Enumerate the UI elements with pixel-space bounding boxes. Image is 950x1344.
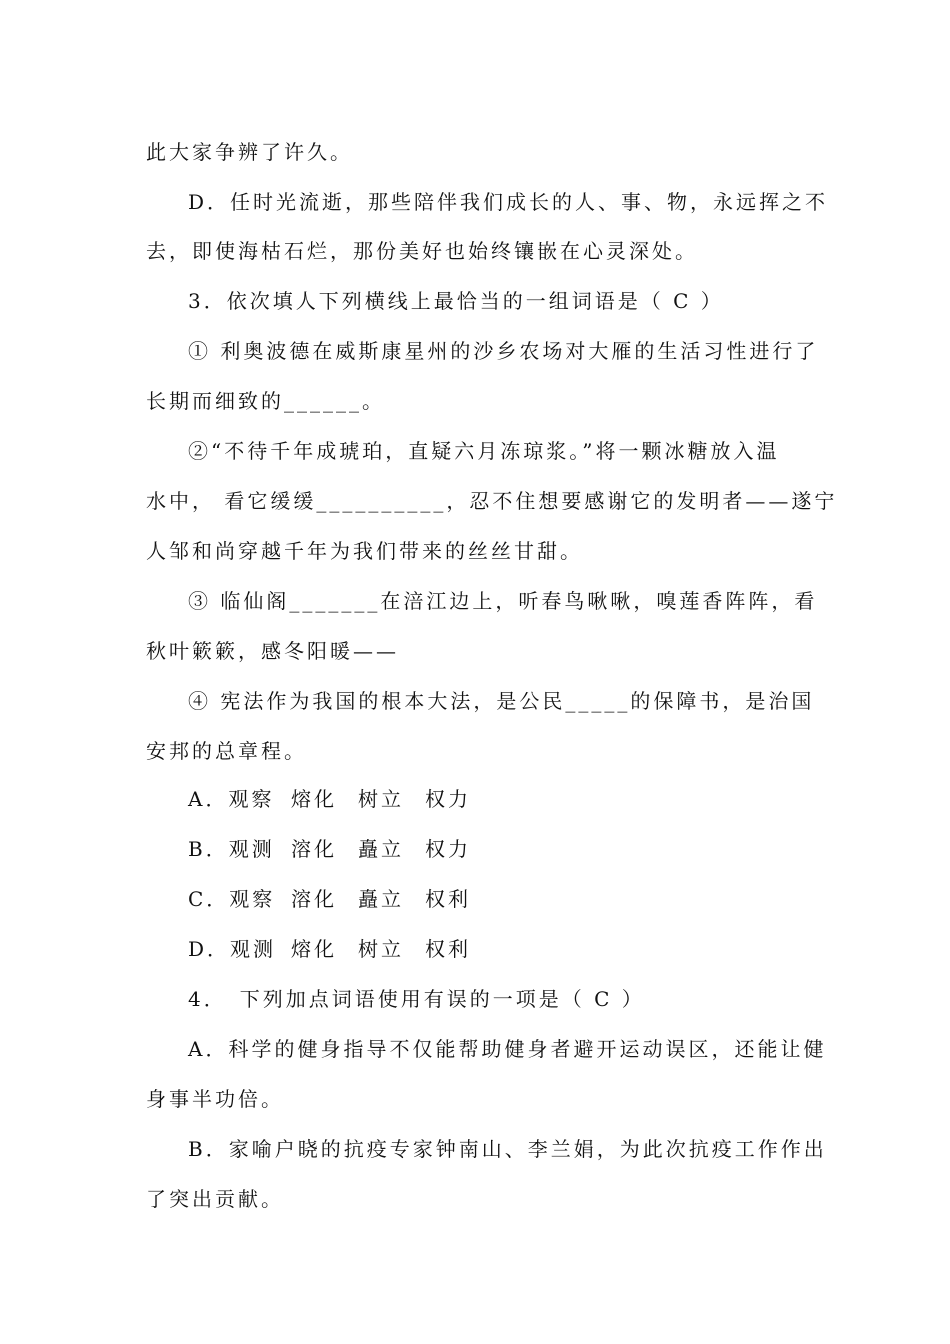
option-c-word-2: 溶化 (291, 887, 337, 911)
item-1-line-1: ① 利奥波德在威斯康星州的沙乡农场对大雁的生活习性进行了 (188, 339, 819, 363)
option-d-line-2: 去，即使海枯石烂，那份美好也始终镶嵌在心灵深处。 (146, 239, 698, 263)
item-3-line-1: ③ 临仙阁_______在涪江边上，听春鸟啾啾，嗅莲香阵阵，看 (188, 589, 818, 613)
item-2-line-2: 水中， 看它缓缓__________，忍不住想要感谢它的发明者——遂宁 (146, 489, 838, 513)
option-a-word-2: 熔化 (291, 787, 337, 811)
option-b-word-2: 溶化 (291, 837, 337, 861)
option-c-word-1: C．观察 (188, 887, 276, 911)
item-4-line-2: 安邦的总章程。 (146, 739, 307, 763)
option-d-word-3: 树立 (358, 937, 404, 961)
option-a-word-3: 树立 (358, 787, 404, 811)
text-line: 此大家争辨了许久。 (146, 140, 353, 164)
option-d (188, 936, 471, 962)
option-c (188, 886, 471, 912)
option-c-word-4: 权利 (425, 887, 471, 911)
option-a-word-1: A．观察 (188, 787, 275, 811)
option-a (188, 786, 471, 812)
option-a-word-4: 权力 (425, 787, 471, 811)
question-3-title: 3．依次填人下列横线上最恰当的一组词语是（ C ） (188, 289, 724, 313)
item-4-line-1: ④ 宪法作为我国的根本大法，是公民_____的保障书，是治国 (188, 689, 815, 713)
option-b (188, 836, 471, 862)
item-1-line-2: 长期而细致的______。 (146, 389, 385, 413)
option-d-line-1: D．任时光流逝，那些陪伴我们成长的人、事、物，永远挥之不 (188, 190, 829, 214)
option-d-word-2: 熔化 (291, 937, 337, 961)
option-c-word-3: 矗立 (358, 887, 404, 911)
q4-option-b-line-2: 了突出贡献。 (146, 1187, 284, 1211)
option-d-word-4: 权利 (425, 937, 471, 961)
option-b-word-1: B．观测 (188, 837, 275, 861)
q4-option-b-line-1: B．家喻户晓的抗疫专家钟南山、李兰娟，为此次抗疫工作作出 (188, 1137, 827, 1161)
option-b-word-3: 矗立 (358, 837, 404, 861)
q4-option-a-line-2: 身事半功倍。 (146, 1087, 284, 1111)
item-3-line-2: 秋叶簌簌，感冬阳暖—— (146, 639, 399, 663)
item-2-line-1: ②“不待千年成琥珀，直疑六月冻琼浆。”将一颗冰糖放入温 (188, 439, 780, 463)
option-d-word-1: D．观测 (188, 937, 277, 961)
option-b-word-4: 权力 (425, 837, 471, 861)
question-4-title: 4． 下列加点词语使用有误的一项是（ C ） (188, 987, 645, 1011)
item-2-line-3: 人邹和尚穿越千年为我们带来的丝丝甘甜。 (146, 539, 583, 563)
q4-option-a-line-1: A．科学的健身指导不仅能帮助健身者避开运动误区，还能让健 (188, 1037, 827, 1061)
